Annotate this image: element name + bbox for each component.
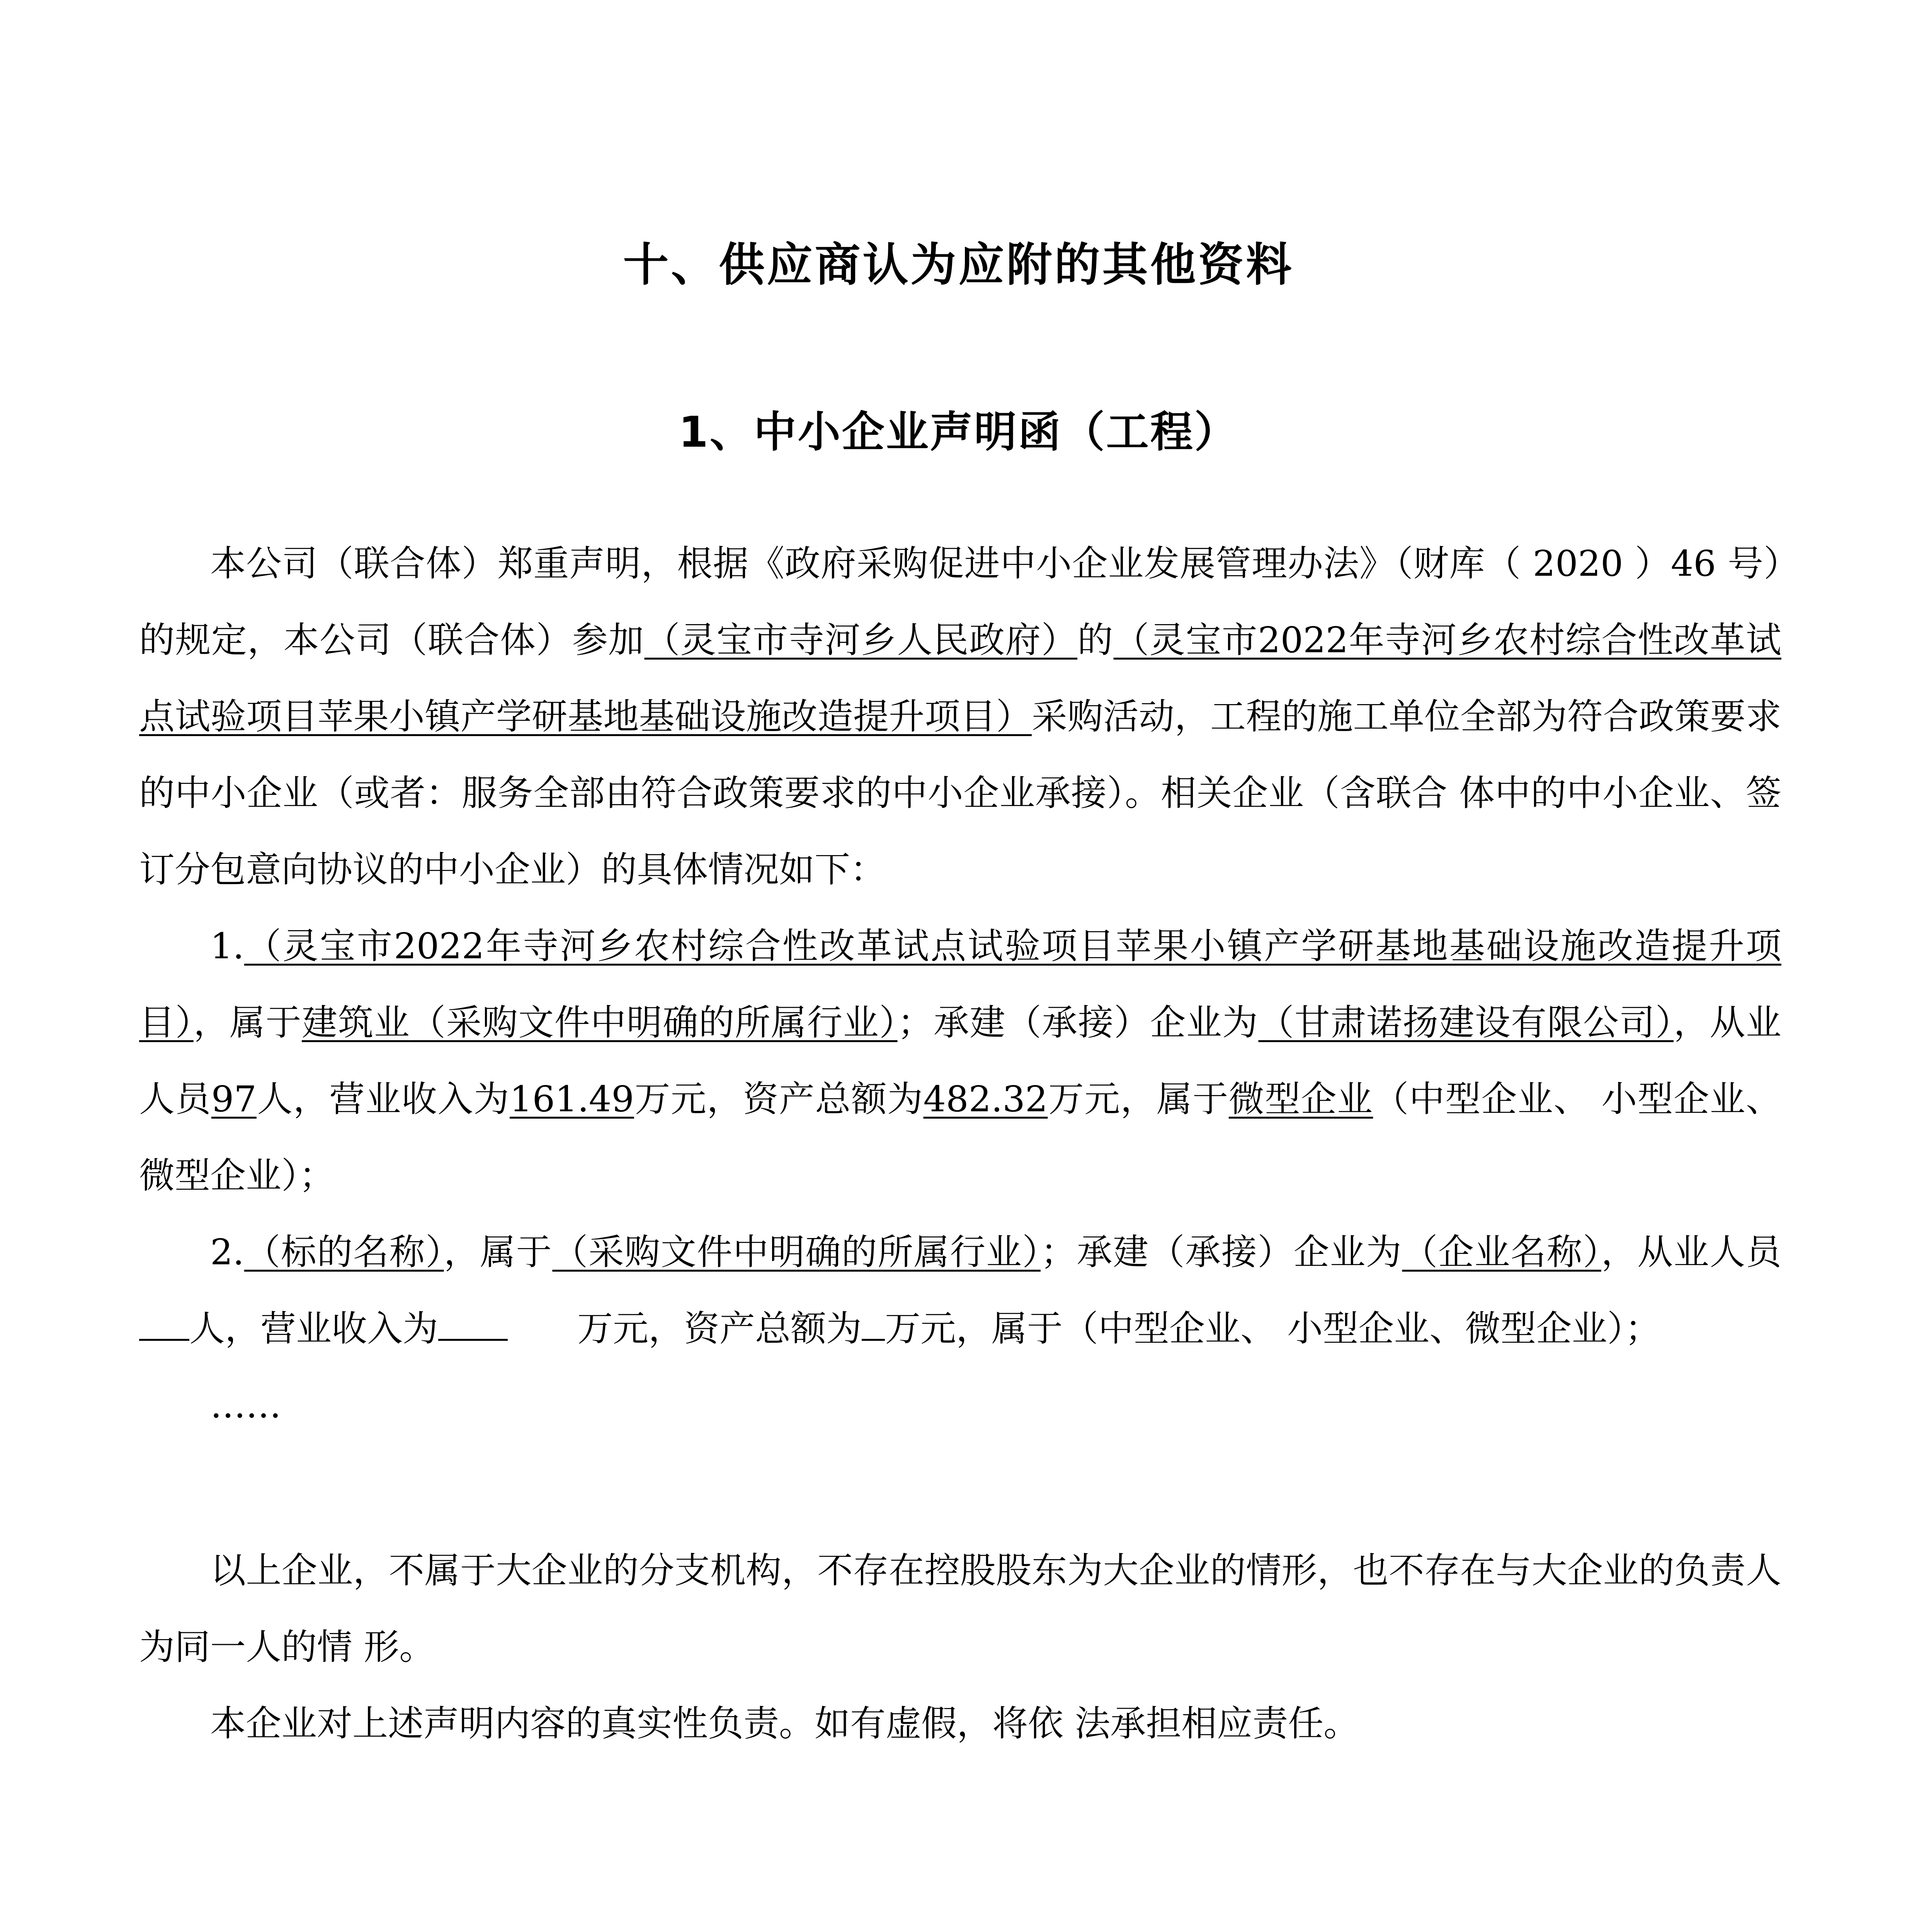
item-staff-count: 97 bbox=[211, 1078, 257, 1120]
item-enterprise-size: 微型企业 bbox=[1228, 1078, 1373, 1120]
intro-text-cont: 采购活动，工程的施工单位全部为符合政策要求的中小企业（或者：服务全部由符合政策要求的中小企业承接）。相关企业（含联合 体中的中小企业、签订分包意向协议的中小企业）的具体情况如下： bbox=[139, 696, 1781, 890]
closing-statement-1: 以上企业，不属于大企业的分支机构，不存在控股股东为大企业的情形，也不存在与大企业的负责人为同一人的情 形。 bbox=[139, 1550, 1781, 1668]
item-text: ，属于 bbox=[193, 1002, 302, 1043]
item-company: （企业名称） bbox=[1402, 1231, 1601, 1273]
item-text: ，从业人员 bbox=[1601, 1231, 1781, 1273]
closing-statement-2: 本企业对上述声明内容的真实性负责。如有虚假，将依 法承担相应责任。 bbox=[210, 1703, 1359, 1744]
enterprise-item-2 bbox=[139, 1214, 1781, 1367]
item-text: 企业）； bbox=[1536, 1308, 1661, 1349]
intro-text: 本公司（联合体）郑重声明，根据《政府采购促进中小企业发展管理办法》（财库（ 2020 ）46 号）的规定，本公司（联合体）参加 bbox=[139, 543, 1781, 661]
project-name: （灵宝市2022年寺河乡农村综合性改革试点试验项目苹果小镇产学研基地基础设施改造提升项目） bbox=[139, 619, 1781, 737]
item-text: 万元，属于 bbox=[1048, 1078, 1229, 1120]
buyer-name: （灵宝市寺河乡人民政府） bbox=[644, 619, 1078, 661]
item-project-name: （灵宝市2022年寺河乡农村综合性改革试点试验项目苹果小镇产学研基地基础设施改造提升项目） bbox=[139, 925, 1781, 1043]
item-text: 万元，资产总额为 bbox=[577, 1308, 862, 1349]
intro-paragraph bbox=[139, 526, 1781, 908]
item-company: （甘肃诺扬建设有限公司） bbox=[1258, 1002, 1674, 1043]
item-text: 人，营业收入为 bbox=[256, 1078, 510, 1120]
item-text: （中型企业、 小型企业、微型企业）； bbox=[139, 1078, 1781, 1196]
item-number: 1. bbox=[210, 925, 244, 967]
enterprise-item-1 bbox=[139, 908, 1781, 1214]
item-number: 2. bbox=[210, 1231, 244, 1273]
item-text: ，从业人员 bbox=[139, 1002, 1781, 1120]
item-industry-note: （采购文件中明确的所属行业） bbox=[552, 1231, 1041, 1273]
item-text: ，属于 bbox=[444, 1231, 553, 1273]
item-project-name: （标的名称） bbox=[244, 1231, 444, 1273]
staff-blank bbox=[139, 1306, 189, 1341]
letter-title: 1、中小企业声明函（工程） bbox=[679, 407, 1238, 457]
item-text: ；承建（承接）企业为 bbox=[897, 1002, 1259, 1043]
page-heading: 十、供应商认为应附的其他资料 bbox=[623, 238, 1294, 291]
letter-body bbox=[139, 526, 1781, 1762]
assets-blank bbox=[862, 1306, 885, 1341]
item-assets: 482.32 bbox=[923, 1078, 1048, 1120]
item-revenue: 161.49 bbox=[510, 1078, 634, 1120]
item-text: 万元，属于（中型企业、 小型企业、微型 bbox=[885, 1308, 1536, 1349]
item-text: 万元，资产总额为 bbox=[634, 1078, 924, 1120]
item-industry-note: （采购文件中明确的所属行业） bbox=[410, 1002, 898, 1043]
ellipsis: …… bbox=[210, 1384, 281, 1426]
item-text: 人，营业收入为 bbox=[189, 1308, 439, 1349]
spacer bbox=[139, 1444, 1781, 1532]
intro-connector: 的 bbox=[1077, 619, 1114, 661]
item-text: ；承建（承接）企业为 bbox=[1040, 1231, 1402, 1273]
item-industry: 建筑业 bbox=[301, 1002, 410, 1043]
revenue-blank bbox=[438, 1306, 508, 1341]
